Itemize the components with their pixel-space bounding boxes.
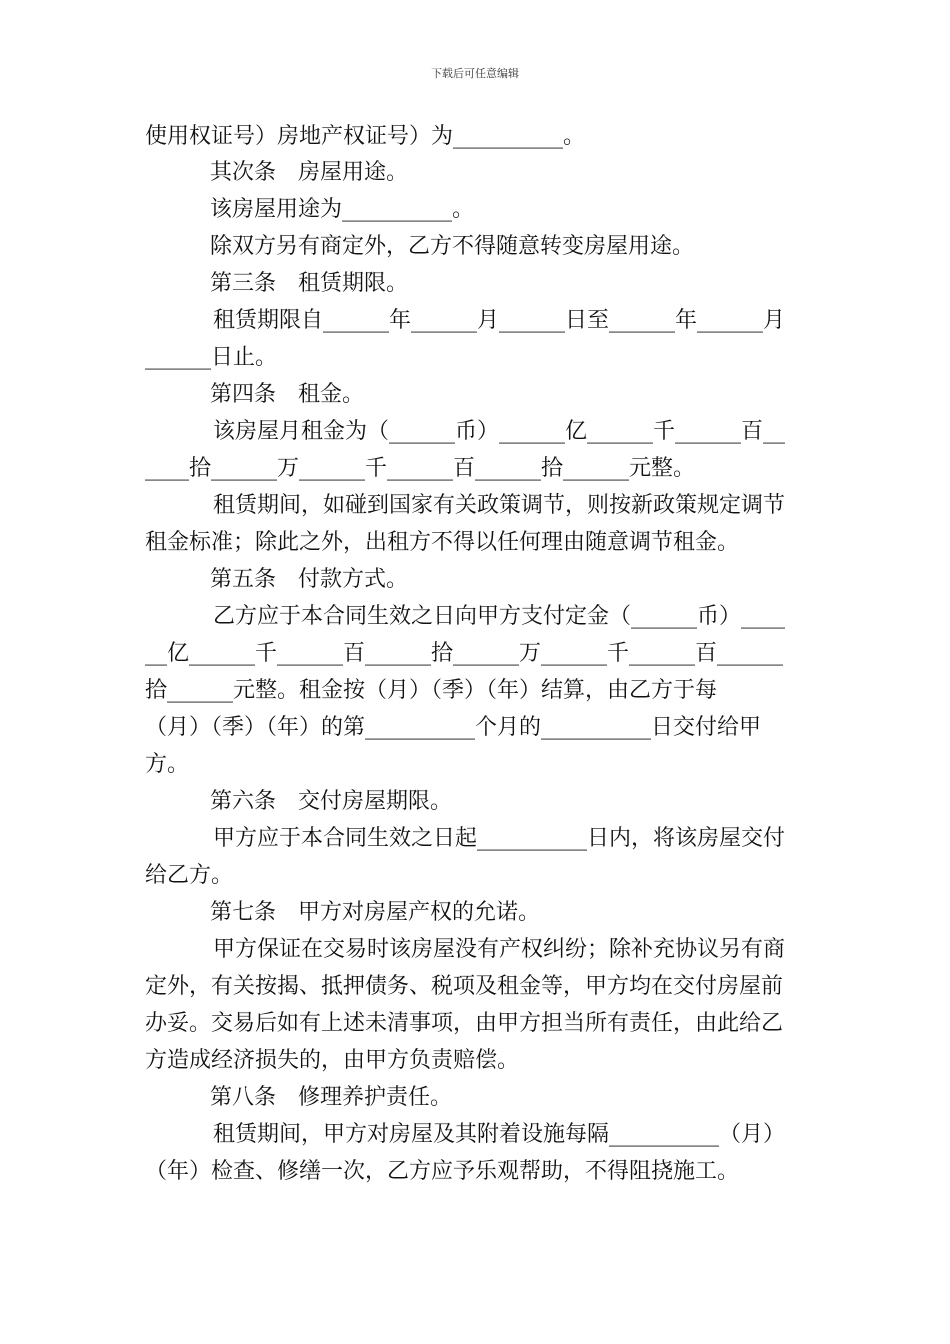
text-line: ____拾______万______千______百______拾______元整。 (145, 456, 696, 481)
text-line: 租金标准；除此之外，出租方不得以任何理由随意调节租金。 (145, 530, 740, 555)
text-line: （月）（季）（年）的第__________个月的__________日交付给甲 (145, 715, 762, 740)
text-line: 除双方另有商定外，乙方不得随意转变房屋用途。 (210, 234, 695, 259)
section-heading: 第七条 甲方对房屋产权的允诺。 (210, 900, 541, 925)
text-line: 乙方应于本合同生效之日向甲方支付定金（______币）____ (213, 604, 786, 629)
section-heading: 第五条 付款方式。 (210, 567, 409, 592)
text-line: 方造成经济损失的，由甲方负责赔偿。 (145, 1048, 520, 1073)
text-line: 给乙方。 (145, 863, 234, 888)
text-line: 租赁期间，甲方对房屋及其附着设施每隔__________（月） (213, 1122, 786, 1147)
text-line: 甲方保证在交易时该房屋没有产权纠纷；除补充协议另有商 (213, 937, 786, 962)
text-line: 办妥。交易后如有上述未清事项，由甲方担当所有责任，由此给乙 (145, 1011, 784, 1036)
text-line: 方。 (145, 752, 190, 777)
text-line: ______日止。 (145, 345, 278, 370)
text-line: 该房屋月租金为（______币）______亿______千______百__ (213, 419, 786, 444)
text-line: __亿______千______百______拾______万______千______百______ (145, 641, 784, 666)
section-heading: 第八条 修理养护责任。 (210, 1085, 453, 1110)
text-line: 使用权证号）房地产权证号）为__________。 (145, 124, 586, 149)
section-heading: 其次条 房屋用途。 (210, 160, 409, 185)
text-line: 甲方应于本合同生效之日起__________日内，将该房屋交付 (213, 826, 786, 851)
text-line: 拾______元整。租金按（月）（季）（年）结算，由乙方于每 (145, 678, 718, 703)
section-heading: 第六条 交付房屋期限。 (210, 789, 453, 814)
page-header: 下载后可任意编辑 (431, 67, 519, 80)
text-line: （年）检查、修缮一次，乙方应予乐观帮助，不得阻挠施工。 (145, 1159, 740, 1184)
text-line: 该房屋用途为__________。 (210, 197, 475, 222)
text-line: 租赁期间，如碰到国家有关政策调节，则按新政策规定调节 (213, 493, 786, 518)
section-heading: 第三条 租赁期限。 (210, 271, 409, 296)
text-line: 定外，有关按揭、抵押债务、税项及租金等，甲方均在交付房屋前 (145, 974, 784, 999)
section-heading: 第四条 租金。 (210, 382, 365, 407)
text-line: 租赁期限自______年______月______日至______年______月 (213, 308, 786, 333)
